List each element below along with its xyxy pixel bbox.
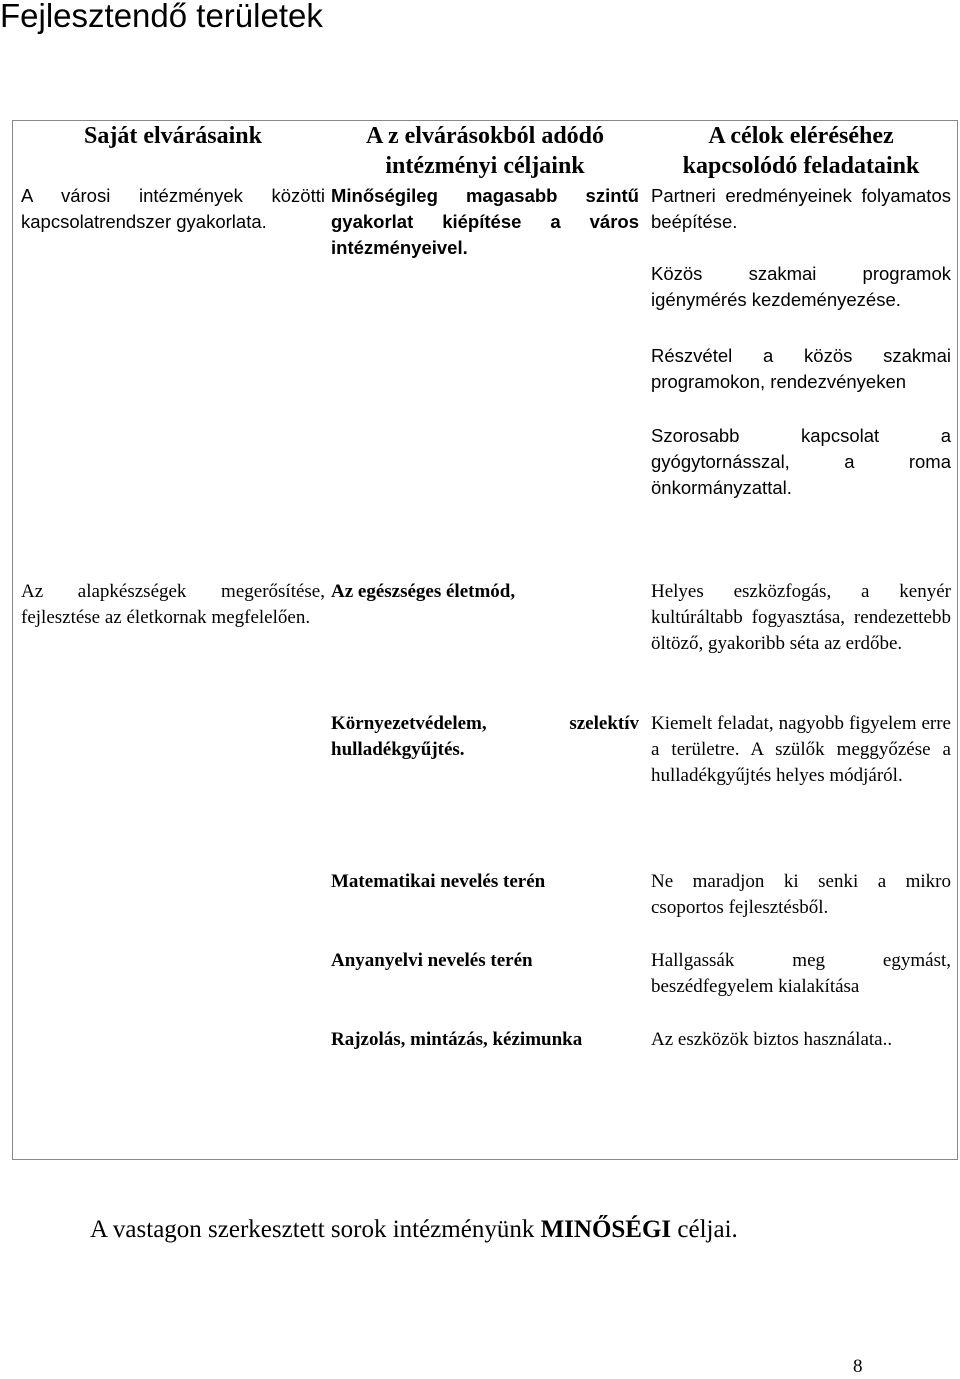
task-speech-discipline: Hallgassák meg egymást, beszédfegyelem kialakítása — [651, 950, 951, 997]
task-eating-habits: Helyes eszközfogás, a kenyér kultúráltabb fogyasztása, rendezettebb öltöző, gyakoribb séta az erdőbe. — [651, 581, 951, 654]
footnote-emphasis: MINŐSÉGI — [540, 1216, 672, 1243]
task-closer-contact: Szorosabb kapcsolat a gyógytornásszal, a roma önkormányzattal. — [651, 425, 951, 498]
page-number: 8 — [853, 1356, 863, 1377]
goal-mathematics: Matematikai nevelés terén — [331, 871, 546, 892]
goals-table — [12, 120, 958, 1160]
footnote — [90, 1213, 738, 1247]
goal-drawing: Rajzolás, mintázás, kézimunka — [331, 1029, 583, 1050]
footnote-text: A vastagon szerkesztett sorok intézményünk — [90, 1216, 541, 1243]
header-expectations: Saját elvárásaink — [83, 123, 262, 149]
page-title: Fejlesztendő területek — [0, 0, 323, 34]
header-goals: A z elvárásokból adódó intézményi céljaink — [365, 123, 605, 179]
task-joint-programs: Közös szakmai programok igénymérés kezdeményezése. — [651, 263, 951, 310]
goal-native-language: Anyanyelvi nevelés terén — [331, 950, 533, 971]
task-waste-collection: Kiemelt feladat, nagyobb figyelem erre a területre. A szülők meggyőzése a hulladékgyűjtés helyes módjáról. — [651, 713, 951, 786]
footnote-suffix: céljai. — [671, 1216, 738, 1243]
task-micro-groups: Ne maradjon ki senki a mikro csoportos fejlesztésből. — [651, 871, 951, 918]
task-partner-results: Partneri eredményeinek folyamatos beépítése. — [651, 185, 951, 232]
header-tasks: A célok eléréséhez kapcsolódó feladataink — [682, 123, 920, 179]
expectation-basic-skills: Az alapkészségek megerősítése, fejlesztése az életkornak megfelelően. — [21, 581, 325, 628]
goal-healthy-lifestyle: Az egészséges életmód, — [331, 581, 516, 602]
expectation-city-relations: A városi intézmények közötti kapcsolatrendszer gyakorlata. — [21, 185, 325, 232]
task-tool-usage: Az eszközök biztos használata.. — [651, 1029, 893, 1050]
goal-environment: Környezetvédelem, szelektív hulladékgyűjtés. — [331, 713, 639, 760]
task-participation: Részvétel a közös szakmai programokon, rendezvényeken — [651, 345, 951, 392]
goal-city-practice: Minőségileg magasabb szintű gyakorlat kiépítése a város intézményeivel. — [331, 185, 639, 258]
